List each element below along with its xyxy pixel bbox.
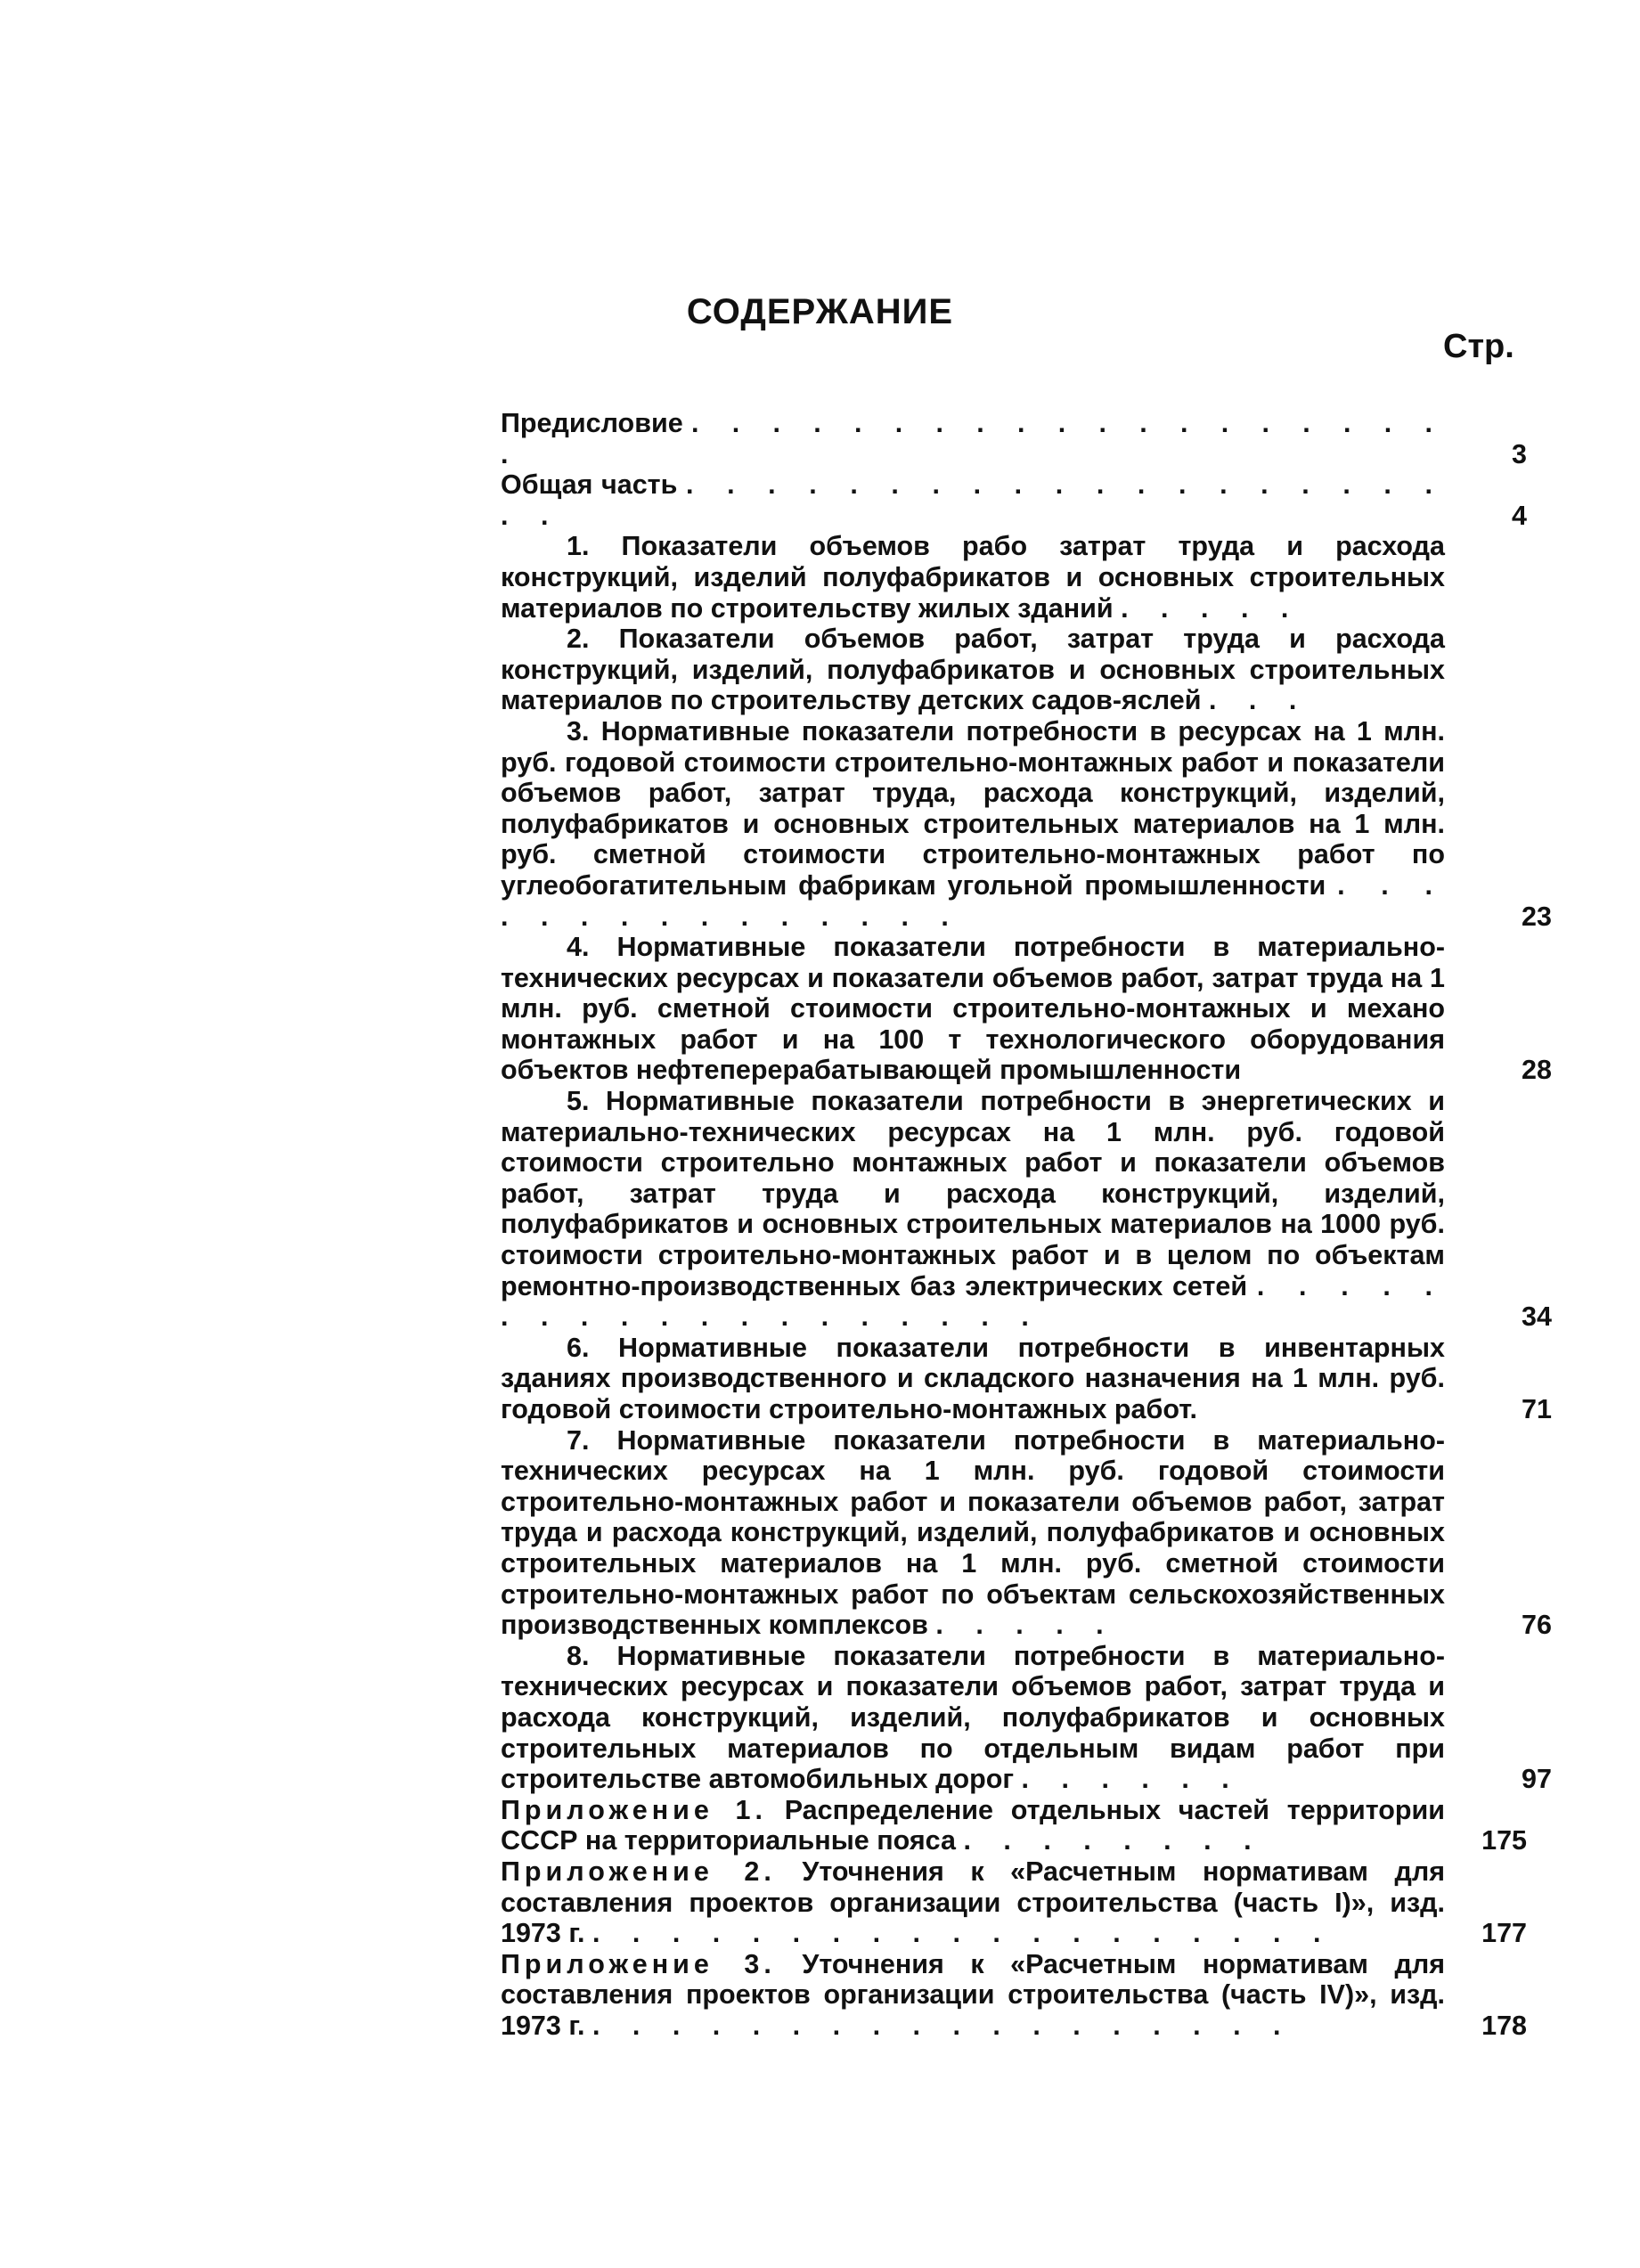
toc-entry-section-1: [501, 531, 1445, 624]
toc-entry-preface: [501, 408, 1527, 469]
appendix-label: Приложение 1.: [501, 1794, 767, 1825]
toc-title: СОДЕРЖАНИЕ: [686, 292, 954, 331]
appendix-label: Приложение 2.: [501, 1856, 776, 1887]
toc-entry-text: Предисловие: [501, 408, 683, 438]
toc-entry-text: 7. Нормативные показатели потребности в материально-технических ресурсах на 1 млн. руб. годовой стоимости строительно-монтажных работ и показатели объемов работ, затрат труда и расхода конструкций, изделий, полуфабрикатов и основных строительных материалов на 1 млн. руб. сметной стоимости строительно-монтажных работ по объектам сельскохозяйственных производственных комплексов: [501, 1424, 1445, 1641]
toc-entry-text: Уточнения к «Расчетным нормативам для составления проектов организации строительства (часть I)», изд. 1973 г.: [501, 1856, 1446, 1949]
toc-entry-text: 6. Нормативные показатели потребности в инвентарных зданиях производственного и складского назначения на 1 млн. руб. годовой стоимости строительно-монтажных работ.: [501, 1332, 1445, 1424]
leader-dots: . . . . . . . . . . . . . . . . . . .: [501, 1270, 1446, 1333]
toc-entry-text: 3. Нормативные показатели потребности в ресурсах на 1 млн. руб. годовой стоимости строительно-монтажных работ и показатели объемов работ, затрат труда, расхода конструкций, изделий, полуфабрикатов и основных строительных материалов на 1 млн. руб. сметной стоимости строительно-монтажных работ по углеобогатительным фабрикам угольной промышленности: [501, 715, 1445, 901]
toc-entry-appendix-1: [501, 1794, 1527, 1856]
leader-dots: . . . . . . . . . . . . . . . . . . . . .: [501, 469, 1445, 531]
toc-page-number: 28: [1522, 1055, 1552, 1086]
table-of-contents: [501, 408, 1552, 2041]
leader-dots: . . . . . . . . . . . . . . . . . .: [592, 2010, 1293, 2041]
toc-page-number: 34: [1522, 1301, 1552, 1333]
toc-entry-appendix-2: [501, 1856, 1527, 1949]
toc-page-number: 97: [1522, 1764, 1552, 1795]
toc-entry-text: 8. Нормативные показатели потребности в материально-технических ресурсах и показатели объемов работ, затрат труда и расхода конструкций, изделий, полуфабрикатов и основных строительных материалов по отдельным видам работ при строительстве автомобильных дорог: [501, 1640, 1445, 1795]
toc-page-number: 178: [1481, 2010, 1527, 2041]
toc-entry-text: 1. Показатели объемов рабо затрат труда и расхода конструкций, изделий полуфабрикатов и основных строительных материалов по строительству жилых зданий: [501, 531, 1445, 624]
toc-entry-section-3: [501, 715, 1552, 932]
toc-page-number: 23: [1522, 901, 1552, 932]
leader-dots: . . . . . .: [1021, 1764, 1242, 1795]
toc-entry-section-2: [501, 624, 1445, 716]
toc-entry-section-4: [501, 932, 1552, 1086]
leader-dots: . . . . . . . . . . . . . . .: [501, 869, 1446, 932]
toc-entry-text: Общая часть: [501, 469, 678, 501]
toc-entry-section-6: [501, 1332, 1552, 1425]
toc-page-number: 3: [1512, 438, 1527, 469]
leader-dots: . . . . . . . .: [963, 1825, 1264, 1856]
toc-entry-text: 4. Нормативные показатели потребности в материально-технических ресурсах и показатели объемов работ, затрат труда на 1 млн. руб. сметной стоимости строительно-монтажных и механо монтажных работ и на 100 т технологического оборудования объектов нефтеперерабатывающей промышленности: [501, 932, 1445, 1086]
toc-page-number: 71: [1522, 1394, 1552, 1424]
leader-dots: . . . . .: [935, 1610, 1116, 1641]
toc-entry-text: 2. Показатели объемов работ, затрат труда и расхода конструкций, изделий, полуфабрикатов и основных строительных материалов по строительству детских садов-яслей: [501, 624, 1445, 716]
toc-entry-text: Распределение отдельных частей территории СССР на территориальные пояса: [501, 1794, 1445, 1856]
appendix-label: Приложение 3.: [501, 1948, 776, 1979]
toc-entry-text: 5. Нормативные показатели потребности в энергетических и материально-технических ресурсах на 1 млн. руб. годовой стоимости строительно монтажных работ и показатели объемов работ, затрат труда и расхода конструкций, изделий, полуфабрикатов и основных строительных материалов на 1000 руб. стоимости строительно-монтажных работ и в целом по объектам ремонтно-производственных баз электрических сетей: [501, 1086, 1445, 1301]
page-column-label: Стр.: [1443, 328, 1514, 365]
toc-page-number: 76: [1522, 1610, 1552, 1641]
toc-entry-section-8: [501, 1640, 1552, 1795]
toc-entry-general: [501, 469, 1527, 531]
leader-dots: . . . . . . . . . . . . . . . . . . .: [592, 1918, 1334, 1949]
leader-dots: . . . . .: [1121, 592, 1301, 624]
toc-entry-section-5: [501, 1086, 1552, 1333]
toc-page-number: 175: [1481, 1825, 1527, 1856]
toc-entry-text: Уточнения к «Расчетным нормативам для составления проектов организации строительства (часть IV)», изд. 1973 г.: [501, 1948, 1446, 2041]
toc-entry-section-7: [501, 1424, 1552, 1641]
toc-page-number: 177: [1481, 1918, 1527, 1949]
leader-dots: . . .: [1208, 685, 1310, 716]
leader-dots: . . . . . . . . . . . . . . . . . . . .: [501, 408, 1445, 469]
toc-entry-appendix-3: [501, 1948, 1527, 2042]
toc-page-number: 4: [1512, 500, 1527, 531]
